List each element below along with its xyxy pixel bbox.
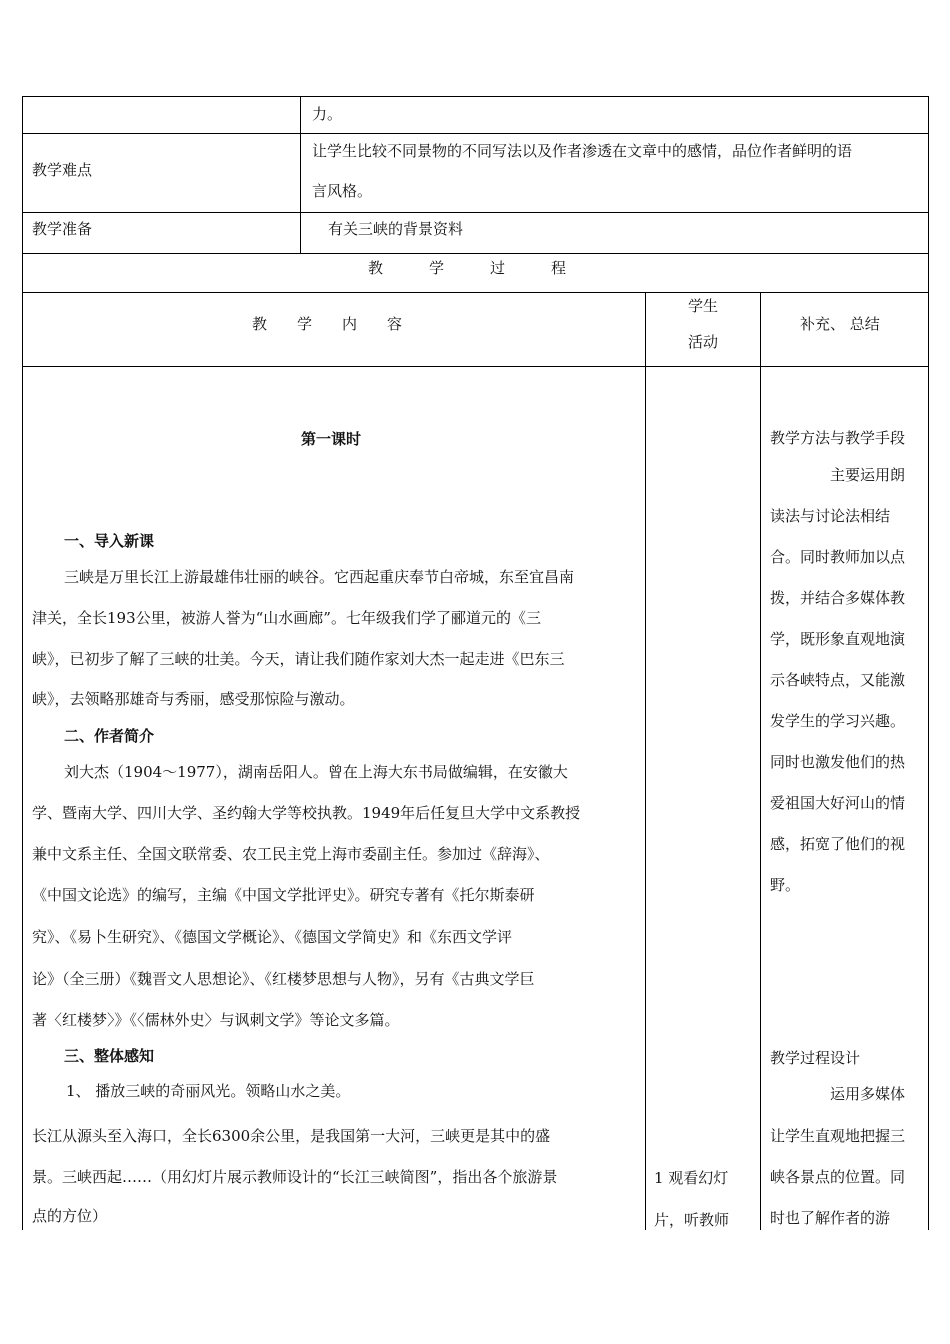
rule-row4 — [22, 253, 929, 254]
intro-line2: 津关，全长193公里，被游人誉为“山水画廊”。七年级我们学了郦道元的《三 — [32, 609, 541, 627]
intro-line1: 三峡是万里长江上游最雄伟壮丽的峡谷。它西起重庆奉节白帝城，东至宜昌南 — [64, 568, 575, 586]
rule-top — [22, 96, 929, 97]
author-line4: 《中国文论选》的编写，主编《中国文学批评史》。研究专著有《托尔斯泰研 — [32, 886, 535, 904]
method-line10: 感，拓宽了他们的视 — [770, 835, 906, 853]
student-header-line2: 活动 — [688, 333, 719, 351]
activity-line2: 片，听教师 — [654, 1211, 730, 1229]
design-title: 教学过程设计 — [770, 1049, 861, 1067]
design-line3: 峡各景点的位置。同 — [770, 1168, 906, 1186]
rule-label-col — [300, 96, 301, 253]
method-line11: 野。 — [770, 876, 801, 894]
author-line6: 论》（全三册）《魏晋文人思想论》、《红楼梦思想与人物》，另有《古典文学巨 — [32, 970, 535, 988]
overview-line2: 景。三峡西起……（用幻灯片展示教师设计的“长江三峡简图”，指出各个旅游景 — [32, 1168, 558, 1186]
process-title: 教学过程 — [368, 259, 613, 277]
method-line9: 爱祖国大好河山的情 — [770, 794, 906, 812]
overview-item1: 1、 播放三峡的奇丽风光。领略山水之美。 — [66, 1082, 351, 1100]
author-line3: 兼中文系主任、全国文联常委、农工民主党上海市委副主任。参加过《辞海》、 — [32, 845, 550, 863]
method-line8: 同时也激发他们的热 — [770, 753, 906, 771]
design-line2: 让学生直观地把握三 — [770, 1127, 906, 1145]
top-continuation: 力。 — [312, 105, 343, 123]
intro-line4: 峡》，去领略那雄奇与秀丽，感受那惊险与激动。 — [32, 690, 355, 708]
design-line1: 运用多媒体 — [830, 1085, 906, 1103]
rule-row3 — [22, 212, 929, 213]
method-line6: 示各峡特点，又能激 — [770, 671, 906, 689]
difficulty-text-line1: 让学生比较不同景物的不同写法以及作者渗透在文章中的感情，品位作者鲜明的语 — [312, 142, 853, 160]
method-line4: 拨，并结合多媒体教 — [770, 589, 906, 607]
author-line2: 学、暨南大学、四川大学、圣约翰大学等校执教。1949年后任复旦大学中文系教授 — [32, 804, 581, 822]
author-line1: 刘大杰（1904～1977），湖南岳阳人。曾在上海大东书局做编辑，在安徽大 — [64, 763, 568, 781]
rule-row6 — [22, 366, 929, 367]
method-line7: 发学生的学习兴趣。 — [770, 712, 906, 730]
method-line1: 主要运用朗 — [830, 466, 906, 484]
section-intro-heading: 一、导入新课 — [64, 532, 155, 550]
overview-line3: 点的方位） — [32, 1207, 108, 1225]
rule-right — [928, 96, 929, 1230]
section-author-heading: 二、作者简介 — [64, 727, 155, 745]
design-line4: 时也了解作者的游 — [770, 1209, 891, 1227]
method-line2: 读法与讨论法相结 — [770, 507, 891, 525]
content-header: 教学内容 — [252, 315, 433, 333]
difficulty-label: 教学难点 — [32, 161, 93, 179]
intro-line3: 峡》，已初步了解了三峡的壮美。今天，请让我们随作家刘大杰一起走进《巴东三 — [32, 650, 565, 668]
rule-row2 — [22, 133, 929, 134]
rule-row5 — [22, 292, 929, 293]
rule-activity-col — [760, 292, 761, 1230]
preparation-label: 教学准备 — [32, 220, 93, 238]
overview-line1: 长江从源头至入海口，全长6300余公里，是我国第一大河，三峡更是其中的盛 — [32, 1127, 551, 1145]
summary-header: 补充、 总结 — [800, 315, 880, 333]
author-line5: 究》、《易卜生研究》、《德国文学概论》、《德国文学简史》和《东西文学评 — [32, 928, 513, 946]
preparation-value: 有关三峡的背景资料 — [328, 220, 464, 238]
method-line5: 学，既形象直观地演 — [770, 630, 906, 648]
difficulty-text-line2: 言风格。 — [312, 182, 373, 200]
author-line7: 著〈红楼梦〉》《〈儒林外史〉与讽刺文学》等论文多篇。 — [32, 1011, 400, 1029]
student-header-line1: 学生 — [688, 297, 719, 315]
lesson-title: 第一课时 — [301, 430, 362, 448]
activity-line1: 1 观看幻灯 — [654, 1169, 729, 1187]
rule-left — [22, 96, 23, 1230]
rule-content-col — [645, 292, 646, 1230]
method-line3: 合。同时教师加以点 — [770, 548, 906, 566]
method-title: 教学方法与教学手段 — [770, 429, 906, 447]
section-overview-heading: 三、整体感知 — [64, 1047, 155, 1065]
